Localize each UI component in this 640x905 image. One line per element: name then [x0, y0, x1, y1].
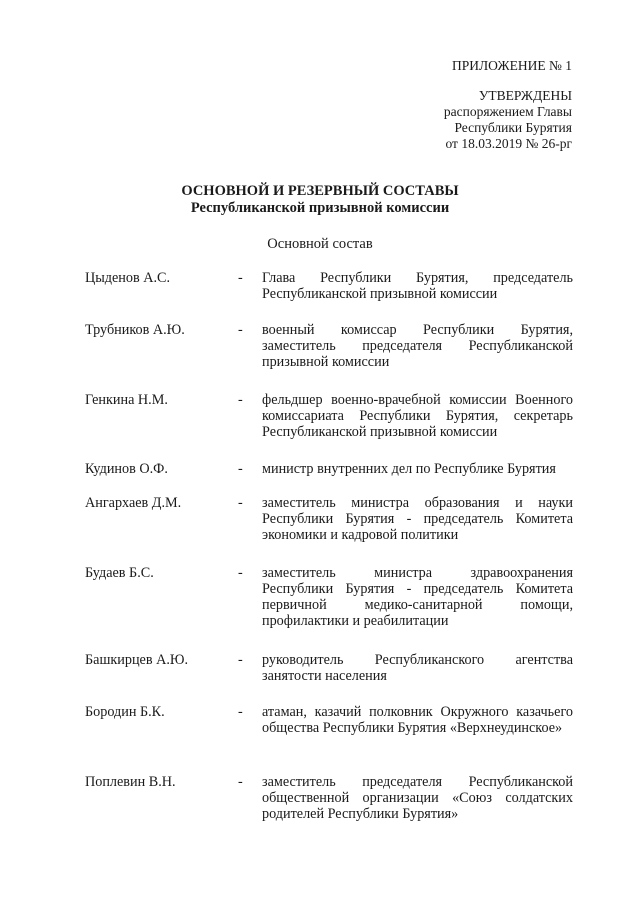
member-role: руководитель Республиканского агентства занятости населения [262, 652, 573, 684]
title-line-2: Республиканской призывной комиссии [190, 200, 450, 216]
approval-line: распоряжением Главы [443, 104, 572, 119]
member-dash: - [238, 774, 243, 790]
member-dash: - [238, 461, 243, 477]
member-role: заместитель председателя Республиканской общественной организации «Союз солдатских родителей Республики Бурятия» [262, 774, 573, 822]
section-title: Основной состав [267, 236, 373, 252]
approval-block [380, 88, 572, 152]
member-dash: - [238, 270, 243, 286]
member-role: Глава Республики Бурятия, председатель Республиканской призывной комиссии [262, 270, 573, 302]
member-role: военный комиссар Республики Бурятия, заместитель председателя Республиканской призывной комиссии [262, 322, 573, 370]
member-dash: - [238, 704, 243, 720]
member-dash: - [238, 565, 243, 581]
member-name: Башкирцев А.Ю. [85, 652, 189, 668]
member-dash: - [238, 392, 243, 408]
member-name: Ангархаев Д.М. [85, 495, 182, 511]
member-name: Генкина Н.М. [85, 392, 168, 408]
appendix-label: ПРИЛОЖЕНИЕ № 1 [451, 58, 572, 73]
document-title [0, 183, 640, 217]
member-dash: - [238, 495, 243, 511]
member-role: атаман, казачий полковник Окружного казачьего общества Республики Бурятия «Верхнеудинское» [262, 704, 573, 736]
member-role: заместитель министра здравоохранения Республики Бурятия - председатель Комитета первичной медико-санитарной помощи, профилактики и реабилитации [262, 565, 573, 629]
member-name: Будаев Б.С. [85, 565, 154, 581]
member-dash: - [238, 652, 243, 668]
approval-line: УТВЕРЖДЕНЫ [478, 88, 572, 103]
title-line-1: ОСНОВНОЙ И РЕЗЕРВНЫЙ СОСТАВЫ [181, 183, 459, 199]
member-name: Цыденов А.С. [85, 270, 171, 286]
member-role: фельдшер военно-врачебной комиссии Военного комиссариата Республики Бурятия, секретарь Республиканской призывной комиссии [262, 392, 573, 440]
approval-line: Республики Бурятия [454, 120, 572, 135]
member-role: министр внутренних дел по Республике Бурятия [262, 461, 556, 477]
member-name: Трубников А.Ю. [85, 322, 185, 338]
member-name: Поплевин В.Н. [85, 774, 176, 790]
approval-line: от 18.03.2019 № 26-рг [445, 136, 572, 151]
member-name: Бородин Б.К. [85, 704, 165, 720]
member-name: Кудинов О.Ф. [85, 461, 168, 477]
member-role: заместитель министра образования и науки Республики Бурятия - председатель Комитета экономики и кадровой политики [262, 495, 573, 543]
member-dash: - [238, 322, 243, 338]
